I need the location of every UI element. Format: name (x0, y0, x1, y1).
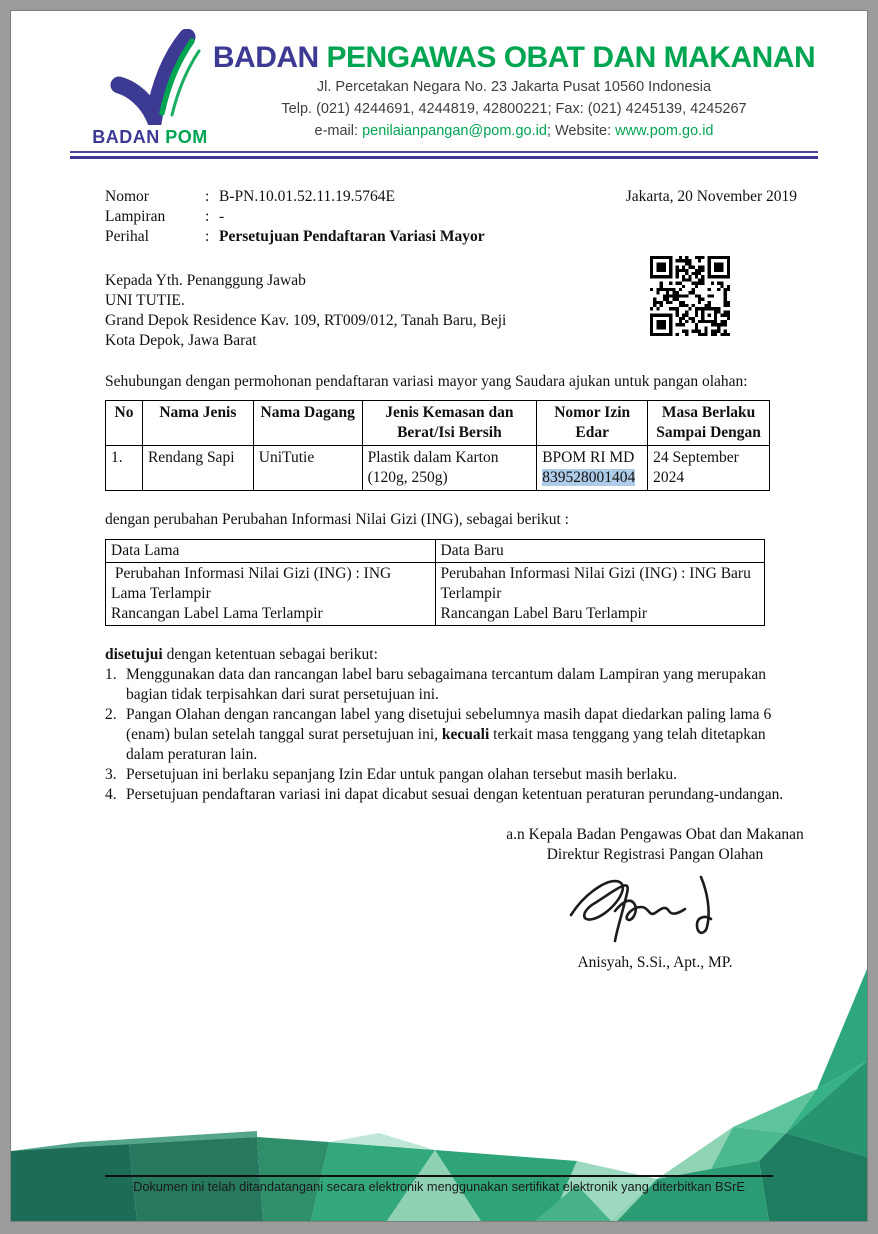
cell-jenis-kemasan: Plastik dalam Karton (120g, 250g) (362, 446, 537, 491)
perihal-colon: : (205, 228, 210, 245)
nomor-label: Nomor (105, 188, 149, 205)
letter-page (10, 10, 868, 1222)
lampiran-label: Lampiran (105, 208, 166, 225)
data-lama-para1: Perubahan Informasi Nilai Gizi (ING) : ING Lama Terlampir (111, 565, 392, 602)
product-table (105, 400, 770, 491)
col-header-no: No (106, 401, 143, 446)
data-baru-para2: Rancangan Label Baru Terlampir (440, 605, 648, 622)
recipient-line1: Kepada Yth. Penanggung Jawab (105, 272, 306, 289)
change-table-content-row (106, 563, 765, 626)
recipient-line3: Grand Depok Residence Kav. 109, RT009/012, Tanah Baru, Beji (105, 312, 507, 329)
footer-disclaimer: Dokumen ini telah ditandatangani secara elektronik menggunakan sertifikat elektronik yang diterbitkan BSrE (133, 1179, 745, 1194)
meta-row-lampiran (105, 207, 805, 227)
terms-section (105, 645, 805, 805)
logo-word-badan: BADAN (92, 127, 160, 147)
signature-block (475, 825, 835, 973)
footer (105, 1175, 773, 1194)
term-1-number: 1. (105, 666, 117, 683)
perihal-label: Perihal (105, 228, 149, 245)
change-intro-paragraph: dengan perubahan Perubahan Informasi Nilai Gizi (ING), sebagai berikut : (105, 511, 569, 528)
signature-scribble (565, 867, 745, 951)
col-header-jenis-kemasan: Jenis Kemasan dan Berat/Isi Bersih (362, 401, 537, 446)
col-header-nomor-izin: Nomor Izin Edar (537, 401, 648, 446)
term-item-1 (105, 665, 805, 705)
agency-phone-line: Telp. (021) 4244691, 4244819, 42800221; Fax: (021) 4245139, 4245267 (281, 101, 747, 117)
col-header-masa-berlaku: Masa Berlaku Sampai Dengan (648, 401, 770, 446)
lampiran-colon: : (205, 208, 210, 225)
terms-intro-rest: dengan ketentuan sebagai berikut: (162, 646, 378, 663)
term-2-text (126, 705, 805, 765)
cell-nomor-izin (537, 446, 648, 491)
term-3-text: Persetujuan ini berlaku sepanjang Izin Edar untuk pangan olahan tersebut masih berlaku. (126, 766, 677, 783)
letterhead-divider (70, 151, 818, 159)
product-table-header-row (106, 401, 770, 446)
col-header-nama-dagang: Nama Dagang (253, 401, 362, 446)
cell-masa-berlaku: 24 September 2024 (648, 446, 770, 491)
term-4-text: Persetujuan pendaftaran variasi ini dapat dicabut sesuai dengan ketentuan peraturan perundang-undangan. (126, 786, 784, 803)
cell-data-lama (106, 563, 436, 626)
term-2-pre: Pangan Olahan dengan rancangan label yang disetujui sebelumnya masih dapat diedarkan paling lama 6 (enam) bulan setelah tanggal surat persetujuan ini, (126, 706, 772, 743)
terms-intro-bold: disetujui (105, 646, 163, 663)
signatory-name: Anisyah, S.Si., Apt., MP. (577, 954, 733, 971)
letter-meta (105, 187, 805, 247)
data-baru-para1: Perubahan Informasi Nilai Gizi (ING) : ING Baru Terlampir (440, 565, 751, 602)
cell-nama-dagang: UniTutie (253, 446, 362, 491)
term-2-number: 2. (105, 706, 117, 723)
term-1-text: Menggunakan data dan rancangan label baru sebagaimana tercantum dalam Lampiran yang merupakan bagian tidak terpisahkan dari surat persetujuan ini. (126, 666, 766, 703)
nomor-value: B-PN.10.01.52.11.19.5764E (219, 188, 395, 205)
website-link[interactable]: www.pom.go.id (615, 123, 714, 139)
cell-no: 1. (106, 446, 143, 491)
signature-authority-line2: Direktur Registrasi Pangan Olahan (546, 846, 764, 863)
agency-contact-line (161, 122, 867, 141)
col-header-nama-jenis: Nama Jenis (142, 401, 253, 446)
term-item-3 (105, 765, 805, 785)
izin-prefix: BPOM RI MD (542, 449, 635, 466)
change-table (105, 539, 765, 626)
recipient-line2: UNI TUTIE. (105, 292, 185, 309)
lampiran-value: - (219, 208, 225, 225)
term-3-number: 3. (105, 766, 117, 783)
cell-data-baru (435, 563, 765, 626)
izin-number-highlighted: 839528001404 (542, 469, 636, 486)
data-lama-para2: Rancangan Label Lama Terlampir (111, 605, 323, 622)
meta-row-perihal (105, 227, 805, 247)
agency-title-rest: PENGAWAS OBAT DAN MAKANAN (318, 41, 816, 74)
city-date: Jakarta, 20 November 2019 (625, 188, 797, 205)
term-4-number: 4. (105, 786, 117, 803)
cell-nama-jenis: Rendang Sapi (142, 446, 253, 491)
agency-title-badan: BADAN (212, 41, 319, 74)
intro-paragraph: Sehubungan dengan permohonan pendaftaran variasi mayor yang Saudara ajukan untuk pangan olahan: (105, 373, 748, 390)
change-table-header-row (106, 540, 765, 563)
logo-word-pom: POM (165, 127, 208, 147)
cell-data-baru-header: Data Baru (435, 540, 765, 563)
agency-address-line1: Jl. Percetakan Negara No. 23 Jakarta Pusat 10560 Indonesia (316, 79, 712, 95)
term-item-4 (105, 785, 805, 805)
term-2-post: terkait masa tenggang yang telah ditetapkan dalam peraturan lain. (126, 726, 766, 763)
terms-intro (105, 645, 805, 665)
perihal-value: Persetujuan Pendaftaran Variasi Mayor (219, 228, 485, 245)
recipient-block (105, 271, 805, 351)
product-table-row (106, 446, 770, 491)
contact-separator: ; (546, 123, 555, 139)
signature-authority-line1: a.n Kepala Badan Pengawas Obat dan Makanan (506, 826, 804, 843)
term-item-2 (105, 705, 805, 765)
cell-data-lama-header: Data Lama (106, 540, 436, 563)
email-link[interactable]: penilaianpangan@pom.go.id (362, 123, 547, 139)
term-2-bold: kecuali (441, 726, 490, 743)
nomor-colon: : (205, 188, 210, 205)
email-label: e-mail: (314, 123, 363, 139)
letter-body (105, 187, 805, 973)
agency-title (161, 41, 867, 75)
letterhead-text (161, 41, 867, 141)
recipient-line4: Kota Depok, Jawa Barat (105, 332, 257, 349)
website-label: Website: (554, 123, 616, 139)
